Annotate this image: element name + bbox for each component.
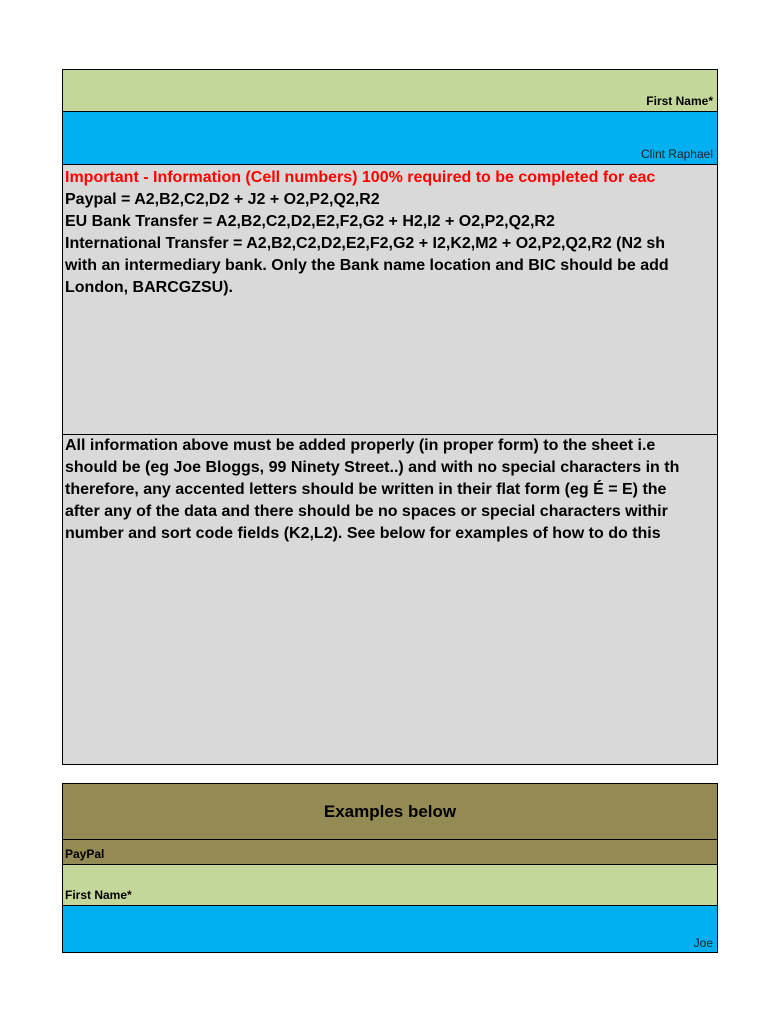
examples-title-cell[interactable] [63,784,717,839]
intl-transfer-requirements-3: London, BARCGZSU). [65,279,233,296]
info-line: after any of the data and there should be no spaces or special characters withir [65,503,668,520]
info-line: number and sort code fields (K2,L2). See below for examples of how to do this [65,525,661,542]
important-notice: Important - Information (Cell numbers) 100% required to be completed for eac [65,169,656,186]
example-first-name-header: First Name* [65,888,132,902]
first-name-value-cell[interactable] [63,111,717,164]
examples-title: Examples below [323,802,457,821]
formatting-info-cell[interactable] [63,434,717,765]
info-line: therefore, any accented letters should be written in their flat form (eg É = E) the [65,481,667,498]
examples-sheet [62,783,718,953]
paypal-section-label: PayPal [65,847,105,861]
info-line: All information above must be added properly (in proper form) to the sheet i.e [65,437,656,454]
example-first-name-value: Joe [693,936,713,950]
intl-transfer-requirements-2: with an intermediary bank. Only the Bank name location and BIC should be add [65,257,669,274]
first-name-header: First Name* [646,94,713,108]
eu-transfer-requirements: EU Bank Transfer = A2,B2,C2,D2,E2,F2,G2 + H2,I2 + O2,P2,Q2,R2 [65,213,555,230]
paypal-section-cell[interactable] [63,839,717,864]
example-first-name-header-cell[interactable] [63,864,717,905]
example-first-name-value-cell[interactable] [63,905,717,953]
first-name-header-cell[interactable] [63,70,717,111]
intl-transfer-requirements-1: International Transfer = A2,B2,C2,D2,E2,F2,G2 + I2,K2,M2 + O2,P2,Q2,R2 (N2 sh [65,235,666,252]
paypal-requirements: Paypal = A2,B2,C2,D2 + J2 + O2,P2,Q2,R2 [65,191,380,208]
requirements-cell[interactable] [63,164,717,434]
instructions-sheet [62,69,718,765]
info-line: should be (eg Joe Bloggs, 99 Ninety Street..) and with no special characters in th [65,459,680,476]
first-name-value: Clint Raphael [640,147,713,161]
